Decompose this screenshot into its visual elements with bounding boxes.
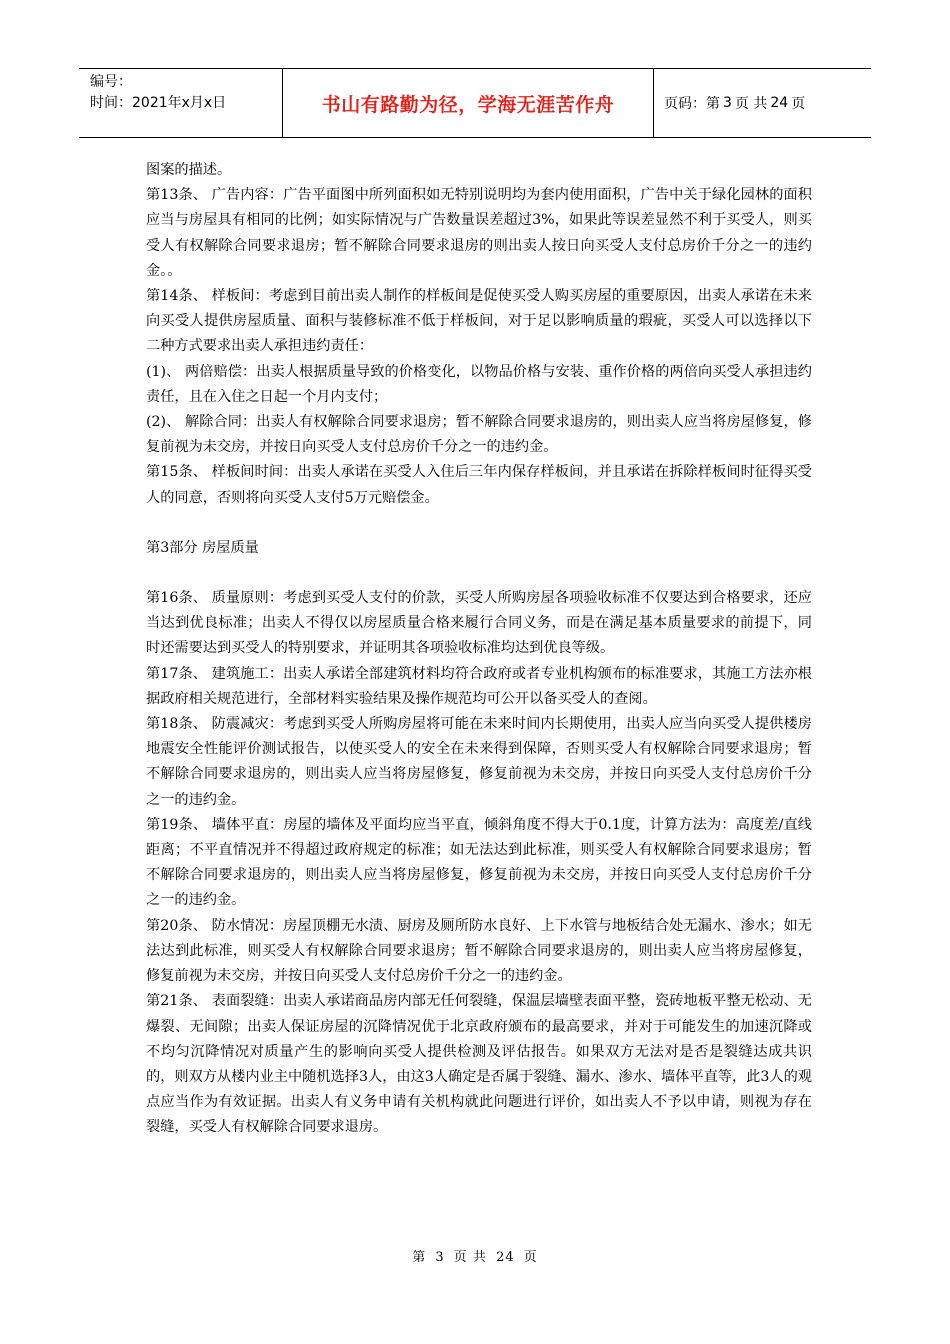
page-header xyxy=(79,68,871,138)
article-14-option-1: (1)、 两倍赔偿：出卖人根据质量导致的价格变化，以物品价格与安装、重作价格的两倍向买受人承担违约责任，且在入住之日起一个月内支付； xyxy=(146,363,812,405)
header-page-total: 24 xyxy=(770,95,789,111)
article-13: 第13条、 广告内容：广告平面图中所列面积如无特别说明均为套内使用面积，广告中关于绿化园林的面积应当与房屋具有相同的比例；如实际情况与广告数量误差超过3%，如果此等误差显然不利于买受人，则买受人有权解除合同要求退房；暂不解除合同要求退房的则出卖人按日向买受人支付总房价千分之一的违约金。。 xyxy=(146,187,812,279)
article-19: 第19条、 墙体平直：房屋的墙体及平面均应当平直，倾斜角度不得大于0.1度，计算方法为：高度差/直线距离；不平直情况并不得超过政府规定的标准；如无法达到此标准，则买受人有权解除合同要求退房；暂不解除合同要求退房的，则出卖人应当将房屋修复，修复前视为未交房，并按日向买受人支付总房价千分之一的违约金。 xyxy=(146,816,812,909)
article-16: 第16条、 质量原则：考虑到买受人支付的价款，买受人所购房屋各项验收标准不仅要达到合格要求，还应当达到优良标准；出卖人不得仅以房屋质量合格来履行合同义务，而是在满足基本质量要求的前提下，同时还需要达到买受人的特别要求，并证明其各项验收标准均达到优良等级。 xyxy=(146,590,812,657)
footer-total-pages: 24 xyxy=(496,1250,515,1265)
header-page-current: 3 xyxy=(723,95,732,111)
article-17: 第17条、 建筑施工：出卖人承诺全部建筑材料均符合政府或者专业机构颁布的标准要求，其施工方法亦根据政府相关规范进行，全部材料实验结果及操作规范均可公开以备买受人的查阅。 xyxy=(146,665,812,707)
article-21: 第21条、 表面裂缝：出卖人承诺商品房内部无任何裂缝，保温层墙壁表面平整，瓷砖地板平整无松动、无爆裂、无间隙；出卖人保证房屋的沉降情况优于北京政府颁布的最高要求，并对于可能发生的加速沉降或不均匀沉降情况对质量产生的影响向买受人提供检测及评估报告。如果双方无法对是否是裂缝达成共识的，则双方从楼内业主中随机选择3人，由这3人确定是否属于裂缝、漏水、渗水、墙体平直等，此3人的观点应当作为有效证据。出卖人有义务申请有关机构就此问题进行评价，如出卖人不予以申请，则视为存在裂缝，买受人有权解除合同要求退房。 xyxy=(146,993,812,1136)
header-info xyxy=(79,69,282,137)
footer-current-page: 3 xyxy=(435,1250,445,1265)
document-number-label: 编号： xyxy=(90,74,132,90)
document-body xyxy=(146,158,812,1141)
section-title: 第3部分 房屋质量 xyxy=(146,539,259,556)
paragraph: 图案的描述。 xyxy=(146,162,232,178)
footer-prefix: 第 xyxy=(412,1250,427,1265)
document-date: 时间：2021年x月x日 xyxy=(90,95,227,111)
page-footer xyxy=(0,1246,950,1265)
article-14-option-2: (2)、 解除合同：出卖人有权解除合同要求退房；暂不解除合同要求退房的，则出卖人应当将房屋修复，修复前视为未交房，并按日向买受人支付总房价千分之一的违约金。 xyxy=(146,414,812,456)
header-page-info xyxy=(654,69,871,137)
article-18: 第18条、 防震减灾：考虑到买受人所购房屋将可能在未来时间内长期使用，出卖人应当向买受人提供楼房地震安全性能评价测试报告，以使买受人的安全在未来得到保障，否则买受人有权解除合同要求退房；暂不解除合同要求退房的，则出卖人应当将房屋修复，修复前视为未交房，并按日向买受人支付总房价千分之一的违约金。 xyxy=(146,716,812,808)
header-page-suffix: 页 xyxy=(791,96,806,112)
article-15: 第15条、 样板间时间：出卖人承诺在买受人入住后三年内保存样板间，并且承诺在拆除样板间时征得买受人的同意，否则将向买受人支付5万元赔偿金。 xyxy=(146,464,812,506)
article-20: 第20条、 防水情况：房屋顶棚无水渍、厨房及厕所防水良好、上下水管与地板结合处无漏水、渗水；如无法达到此标准，则买受人有权解除合同要求退房；暂不解除合同要求退房的，则出卖人应当将房屋修复，修复前视为未交房，并按日向买受人支付总房价千分之一的违约金。 xyxy=(146,917,812,985)
footer-suffix: 页 xyxy=(523,1250,538,1265)
header-motto-cell xyxy=(282,69,654,137)
header-page-mid: 页 共 xyxy=(734,96,768,112)
header-page-prefix: 页码：第 xyxy=(664,96,720,112)
article-14: 第14条、 样板间：考虑到目前出卖人制作的样板间是促使买受人购买房屋的重要原因，出卖人承诺在未来向买受人提供房屋质量、面积与装修标准不低于样板间，对于足以影响质量的瑕疵，买受人可以选择以下二种方式要求出卖人承担违约责任： xyxy=(146,288,812,355)
header-motto: 书山有路勤为径，学海无涯苦作舟 xyxy=(321,93,615,116)
footer-mid: 页 共 xyxy=(453,1250,487,1265)
